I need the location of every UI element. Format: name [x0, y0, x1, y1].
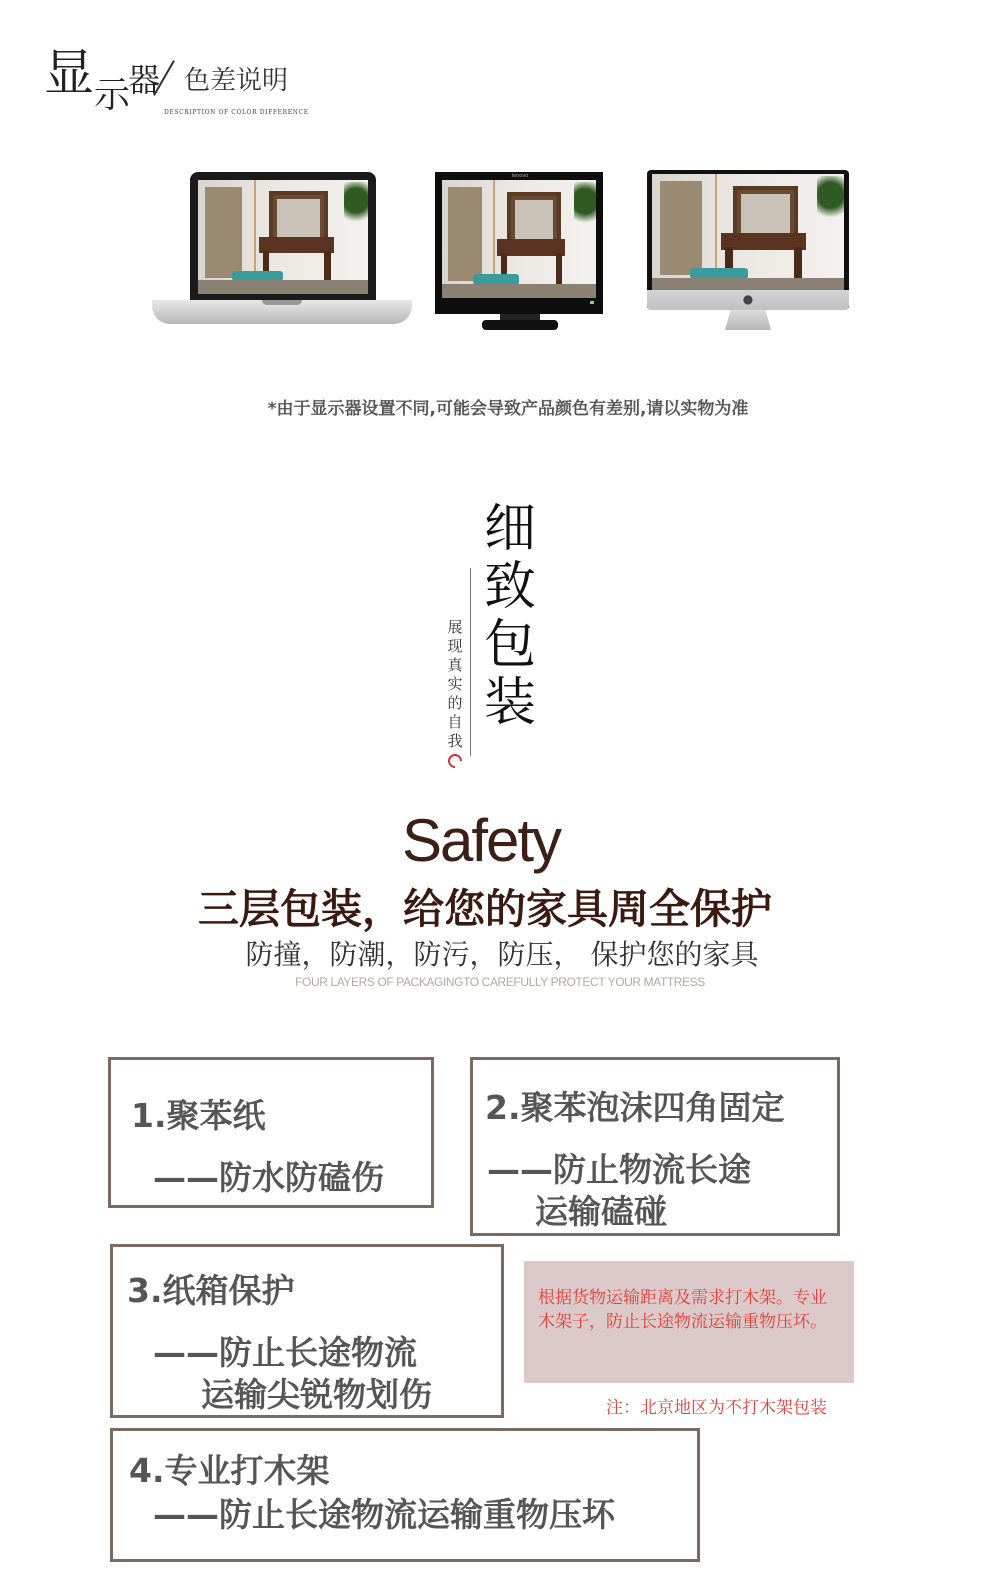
packaging-title-char-4: 装	[483, 673, 536, 733]
box-line: ——防水防磕伤	[153, 1158, 384, 1197]
packaging-subtitle-char: 实	[447, 675, 463, 693]
packaging-title-char-3: 包	[483, 615, 536, 675]
monitor-power-led	[590, 301, 594, 304]
wood-frame-note: 根据货物运输距离及需求打木架。专业木架子，防止长途物流运输重物压坏。	[538, 1288, 827, 1332]
box-title: 1.聚苯纸	[131, 1096, 266, 1135]
box-line: 运输磕碰	[535, 1192, 667, 1231]
safety-subheading: 三层包装，给您的家具周全保护	[198, 885, 772, 933]
safety-features: 防撞，防潮，防污，防压， 保护您的家具	[245, 938, 759, 971]
monitor-screen-image	[442, 180, 596, 298]
safety-heading: Safety	[401, 807, 561, 874]
red-ring-icon	[445, 751, 465, 771]
monitor-foot	[482, 320, 558, 330]
packaging-subtitle-char: 我	[447, 732, 463, 750]
title-subtitle-en: DESCRIPTION OF COLOR DIFFERENCE	[164, 109, 309, 116]
title-subtitle: 色差说明	[184, 66, 289, 96]
title-char-2: 示	[94, 75, 131, 116]
imac-screen-image	[652, 174, 844, 292]
packaging-divider	[470, 568, 471, 756]
packaging-box-3	[110, 1244, 504, 1418]
packaging-box-4	[110, 1428, 700, 1562]
packaging-title-char-1: 细	[483, 499, 536, 559]
packaging-subtitle-char: 真	[447, 656, 463, 674]
laptop-screen-image	[198, 180, 368, 294]
title-char-3: 器	[128, 61, 161, 99]
color-difference-note: *由于显示器设置不同,可能会导致产品颜色有差别,请以实物为准	[267, 399, 749, 419]
box-line: ——防止长途物流运输重物压坏	[153, 1495, 615, 1534]
packaging-box-2	[470, 1057, 840, 1236]
box-line: 运输尖锐物划伤	[201, 1375, 432, 1414]
packaging-title-char-2: 致	[483, 557, 536, 617]
packaging-subtitle-char: 展	[447, 618, 463, 636]
packaging-subtitle-char: 自	[447, 713, 463, 731]
apple-logo-icon: ●	[742, 292, 754, 306]
monitor-brand-label: lenovo	[511, 173, 529, 179]
imac-stand	[725, 310, 771, 330]
laptop-notch	[262, 300, 302, 305]
box-line: ——防止物流长途	[487, 1150, 751, 1189]
beijing-footnote: 注：北京地区为不打木架包装	[606, 1398, 827, 1418]
packaging-subtitle-char: 现	[447, 637, 463, 655]
box-title: 3.纸箱保护	[127, 1271, 295, 1310]
packaging-box-1	[108, 1057, 434, 1208]
title-char-1: 显	[44, 44, 94, 102]
safety-english: FOUR LAYERS OF PACKAGINGTO CAREFULLY PROTECT YOUR MATTRESS	[295, 975, 705, 989]
box-line: ——防止长途物流	[153, 1333, 417, 1372]
box-title: 2.聚苯泡沫四角固定	[485, 1088, 785, 1127]
packaging-subtitle-char: 的	[447, 694, 463, 712]
box-title: 4.专业打木架	[129, 1451, 330, 1490]
